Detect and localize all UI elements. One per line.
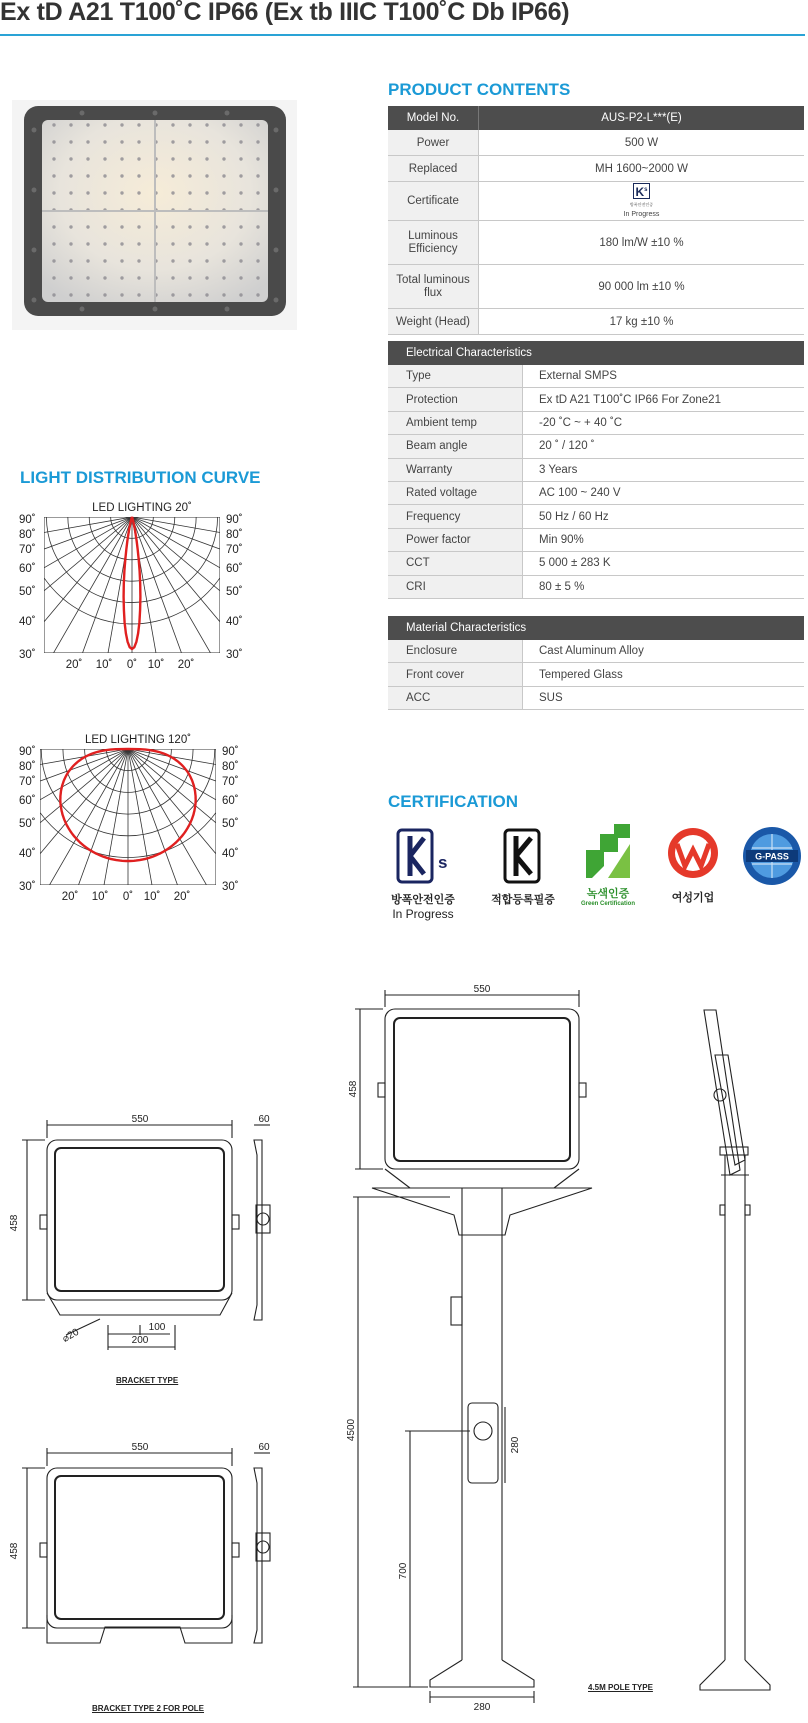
dim-label: 550 bbox=[131, 1114, 149, 1125]
table-header-value: AUS-P2-L***(E) bbox=[479, 106, 805, 130]
polar-chart-title: LED LIGHTING 20˚ bbox=[92, 502, 192, 514]
certificate-badge-cell bbox=[479, 182, 805, 221]
title-divider bbox=[0, 34, 805, 36]
table-row bbox=[388, 130, 804, 156]
row-key: Luminous Efficiency bbox=[388, 221, 479, 265]
g-pass-logo-icon bbox=[740, 826, 804, 886]
dim-label: 458 bbox=[348, 1080, 359, 1098]
dim-label: 100 bbox=[148, 1322, 166, 1333]
row-value: 5 000 ± 283 K bbox=[523, 552, 805, 575]
row-value: 90 000 lm ±10 % bbox=[479, 265, 805, 309]
angle-label: 40˚ bbox=[19, 616, 36, 628]
material-table bbox=[388, 616, 804, 710]
table-row bbox=[388, 365, 804, 388]
table-row bbox=[388, 411, 804, 434]
angle-label: 80˚ bbox=[19, 529, 36, 541]
table-header-row bbox=[388, 616, 804, 640]
row-value: -20 ˚C ~ + 40 ˚C bbox=[523, 411, 805, 434]
angle-label: 40˚ bbox=[226, 616, 243, 628]
row-key: Type bbox=[388, 365, 523, 388]
electrical-heading: Electrical Characteristics bbox=[388, 341, 804, 365]
angle-label: 90˚ bbox=[19, 514, 36, 526]
bracket-pole-front-view bbox=[22, 1448, 239, 1643]
light-distribution-heading: LIGHT DISTRIBUTION CURVE bbox=[20, 468, 261, 487]
table-row bbox=[388, 640, 804, 663]
row-value: External SMPS bbox=[523, 365, 805, 388]
certification-heading: CERTIFICATION bbox=[388, 792, 519, 811]
dim-label: 458 bbox=[9, 1542, 20, 1560]
table-row bbox=[388, 435, 804, 458]
row-value: Min 90% bbox=[523, 528, 805, 551]
angle-label: 30˚ bbox=[19, 649, 36, 661]
angle-label: 20˚ bbox=[177, 659, 195, 671]
angle-label: 10˚ bbox=[91, 891, 109, 903]
pole-side-view bbox=[700, 1010, 770, 1690]
row-value: AC 100 ~ 240 V bbox=[523, 481, 805, 504]
dim-label: 200 bbox=[131, 1335, 149, 1346]
cert-item-kcs bbox=[388, 826, 458, 921]
table-row bbox=[388, 221, 804, 265]
row-value: 50 Hz / 60 Hz bbox=[523, 505, 805, 528]
dim-label: 4500 bbox=[346, 1418, 357, 1442]
cert-item-women-business bbox=[663, 826, 723, 905]
row-value: Cast Aluminum Alloy bbox=[523, 640, 805, 663]
angle-label: 10˚ bbox=[147, 659, 165, 671]
pole-front-view bbox=[353, 990, 592, 1703]
row-key: Front cover bbox=[388, 663, 523, 686]
table-header-row bbox=[388, 341, 804, 365]
angle-label: 0˚ bbox=[126, 659, 138, 671]
page-title: Ex tD A21 T100˚C IP66 (Ex tb IIIC T100˚C Db IP66) bbox=[0, 0, 570, 26]
bracket-side-view bbox=[254, 1125, 270, 1320]
cert-label: 여성기업 bbox=[671, 892, 715, 904]
electrical-table bbox=[388, 341, 804, 599]
angle-label: 10˚ bbox=[143, 891, 161, 903]
product-contents-table bbox=[388, 106, 804, 335]
angle-label: 70˚ bbox=[226, 544, 243, 556]
angle-label: 50˚ bbox=[19, 586, 36, 598]
table-row bbox=[388, 388, 804, 411]
table-header-key: Model No. bbox=[388, 106, 479, 130]
row-key: Certificate bbox=[388, 182, 479, 221]
cert-sublabel: Green Certification bbox=[580, 901, 635, 907]
g-pass-logo-text: G-PASS bbox=[755, 851, 789, 862]
row-value: SUS bbox=[523, 686, 805, 709]
table-row bbox=[388, 458, 804, 481]
cert-label: 방폭안전인증 bbox=[391, 894, 455, 906]
certificate-status: In Progress bbox=[623, 211, 660, 218]
dim-label: 280 bbox=[473, 1702, 491, 1713]
table-row bbox=[388, 663, 804, 686]
dim-label: ⌀20 bbox=[60, 1326, 81, 1345]
row-key: Protection bbox=[388, 388, 523, 411]
row-key: Power bbox=[388, 130, 479, 156]
row-value: 20 ˚ / 120 ˚ bbox=[523, 435, 805, 458]
svg-text:s: s bbox=[438, 853, 448, 872]
row-value: 500 W bbox=[479, 130, 805, 156]
product-contents-heading: PRODUCT CONTENTS bbox=[388, 80, 571, 99]
row-key: Rated voltage bbox=[388, 481, 523, 504]
table-row bbox=[388, 686, 804, 709]
table-header-row bbox=[388, 106, 804, 130]
technical-drawings bbox=[0, 975, 808, 1723]
certificate-badge-caption: 방폭안전인증 bbox=[629, 202, 654, 207]
angle-label: 70˚ bbox=[19, 544, 36, 556]
row-key: Warranty bbox=[388, 458, 523, 481]
angle-label: 0˚ bbox=[122, 891, 134, 903]
bracket-pole-caption: BRACKET TYPE 2 FOR POLE bbox=[92, 1704, 205, 1713]
women-business-logo-icon bbox=[663, 826, 723, 884]
angle-label: 70˚ bbox=[222, 776, 239, 788]
cert-label: 적합등록필증 bbox=[491, 894, 555, 906]
dim-label: 700 bbox=[398, 1562, 409, 1580]
polar-chart-title: LED LIGHTING 120˚ bbox=[84, 734, 192, 746]
row-key: Power factor bbox=[388, 528, 523, 551]
row-key: CCT bbox=[388, 552, 523, 575]
pole-type-caption: 4.5M POLE TYPE bbox=[588, 1683, 653, 1692]
row-key: Frequency bbox=[388, 505, 523, 528]
table-row bbox=[388, 481, 804, 504]
angle-label: 10˚ bbox=[95, 659, 113, 671]
cert-item-kc bbox=[483, 826, 563, 907]
angle-label: 50˚ bbox=[19, 818, 36, 830]
polar-grid bbox=[10, 730, 280, 942]
angle-label: 40˚ bbox=[222, 848, 239, 860]
dim-label: 60 bbox=[258, 1114, 270, 1125]
dim-label: 458 bbox=[9, 1214, 20, 1232]
angle-label: 90˚ bbox=[222, 746, 239, 758]
cert-item-gpass bbox=[740, 826, 804, 891]
row-key: Enclosure bbox=[388, 640, 523, 663]
angle-label: 80˚ bbox=[226, 529, 243, 541]
row-value: 180 lm/W ±10 % bbox=[479, 221, 805, 265]
row-key: Weight (Head) bbox=[388, 309, 479, 335]
angle-label: 30˚ bbox=[226, 649, 243, 661]
bracket-type-caption: BRACKET TYPE bbox=[116, 1376, 179, 1385]
bracket-front-view bbox=[22, 1120, 239, 1350]
angle-label: 60˚ bbox=[19, 795, 36, 807]
bracket-pole-side-view bbox=[254, 1453, 270, 1643]
row-value: MH 1600~2000 W bbox=[479, 156, 805, 182]
dim-label: 60 bbox=[258, 1442, 270, 1453]
row-key: Replaced bbox=[388, 156, 479, 182]
kcs-small-icon: $K^s$ bbox=[635, 185, 648, 199]
cert-label: 녹색인증 bbox=[586, 888, 630, 900]
row-key: Total luminous flux bbox=[388, 265, 479, 309]
table-row bbox=[388, 265, 804, 309]
angle-label: 20˚ bbox=[173, 891, 191, 903]
cert-item-green bbox=[578, 822, 638, 907]
angle-label: 80˚ bbox=[222, 761, 239, 773]
table-row bbox=[388, 552, 804, 575]
angle-label: 60˚ bbox=[19, 563, 36, 575]
angle-label: 40˚ bbox=[19, 848, 36, 860]
dim-label: 550 bbox=[473, 984, 491, 995]
row-value: 80 ± 5 % bbox=[523, 575, 805, 598]
angle-label: 70˚ bbox=[19, 776, 36, 788]
green-cert-logo-icon bbox=[578, 822, 638, 880]
row-value: Tempered Glass bbox=[523, 663, 805, 686]
row-key: Beam angle bbox=[388, 435, 523, 458]
table-row bbox=[388, 309, 804, 335]
table-row bbox=[388, 156, 804, 182]
angle-label: 20˚ bbox=[65, 659, 83, 671]
row-value: Ex tD A21 T100˚C IP66 For Zone21 bbox=[523, 388, 805, 411]
table-row bbox=[388, 182, 804, 221]
row-key: CRI bbox=[388, 575, 523, 598]
angle-label: 60˚ bbox=[226, 563, 243, 575]
table-row bbox=[388, 505, 804, 528]
row-value: 17 kg ±10 % bbox=[479, 309, 805, 335]
kc-logo-icon bbox=[483, 826, 563, 886]
dim-label: 280 bbox=[510, 1436, 521, 1454]
material-heading: Material Characteristics bbox=[388, 616, 804, 640]
angle-label: 80˚ bbox=[19, 761, 36, 773]
kcs-logo-icon bbox=[388, 826, 458, 886]
row-value: 3 Years bbox=[523, 458, 805, 481]
angle-label: 20˚ bbox=[61, 891, 79, 903]
product-photo bbox=[12, 100, 297, 330]
angle-label: 30˚ bbox=[19, 881, 36, 893]
polar-chart-120 bbox=[10, 730, 280, 942]
cert-sublabel: In Progress bbox=[392, 907, 454, 921]
dim-label: 550 bbox=[131, 1442, 149, 1453]
row-key: Ambient temp bbox=[388, 411, 523, 434]
angle-label: 50˚ bbox=[226, 586, 243, 598]
polar-chart-20 bbox=[10, 498, 280, 710]
angle-label: 30˚ bbox=[222, 881, 239, 893]
angle-label: 50˚ bbox=[222, 818, 239, 830]
angle-label: 90˚ bbox=[19, 746, 36, 758]
row-key: ACC bbox=[388, 686, 523, 709]
table-row bbox=[388, 528, 804, 551]
table-row bbox=[388, 575, 804, 598]
angle-label: 90˚ bbox=[226, 514, 243, 526]
angle-label: 60˚ bbox=[222, 795, 239, 807]
